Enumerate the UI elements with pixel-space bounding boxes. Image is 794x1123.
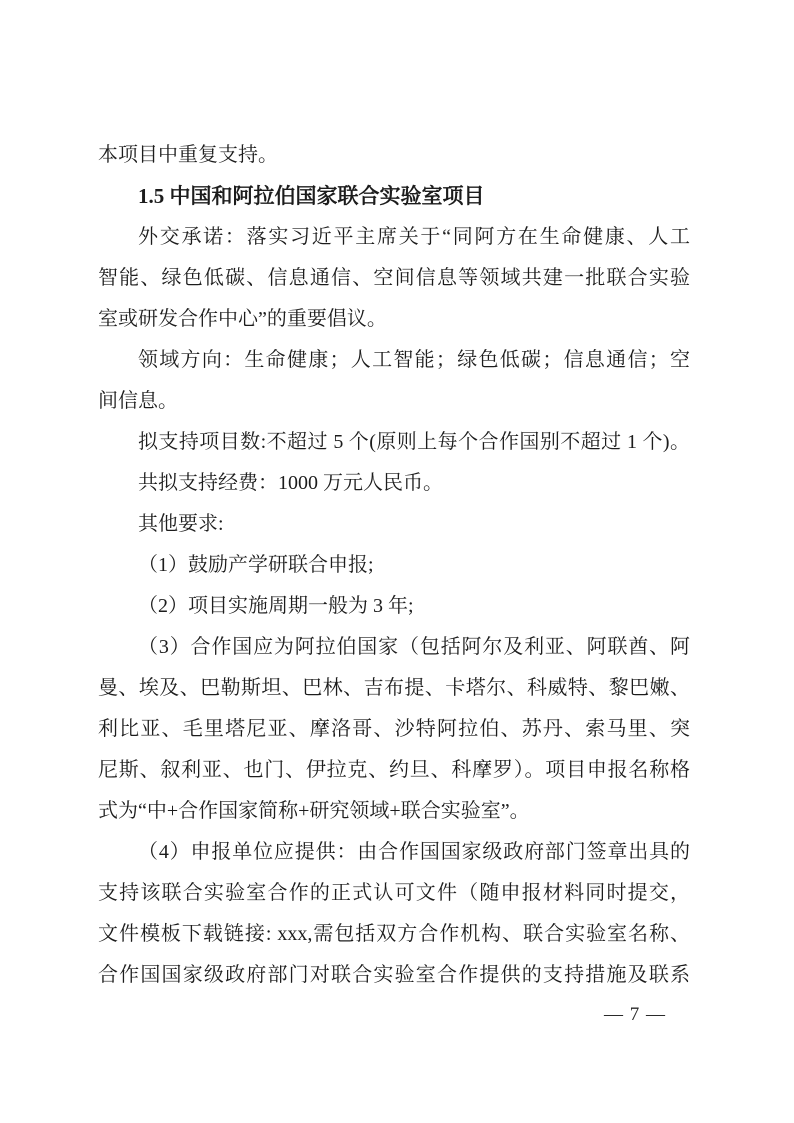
section-heading: 1.5 中国和阿拉伯国家联合实验室项目 [138, 184, 485, 208]
text-line: 间信息。 [98, 390, 178, 412]
text-line: 式为“中+合作国家简称+研究领域+联合实验室”。 [98, 800, 530, 822]
text-line: （1）鼓励产学研联合申报; [138, 554, 374, 576]
text-line: 领域方向：生命健康；人工智能；绿色低碳；信息通信；空 [138, 349, 690, 371]
text-line: 支持该联合实验室合作的正式认可文件（随申报材料同时提交， [98, 882, 690, 904]
text-line: 共拟支持经费：1000 万元人民币。 [138, 472, 443, 494]
text-line: 智能、绿色低碳、信息通信、空间信息等领域共建一批联合实验 [98, 267, 690, 289]
document-body [98, 135, 690, 996]
text-line: 合作国国家级政府部门对联合实验室合作提供的支持措施及联系 [98, 964, 690, 986]
text-line: 曼、埃及、巴勒斯坦、巴林、吉布提、卡塔尔、科威特、黎巴嫩、 [98, 677, 690, 699]
page-number: — 7 — [604, 1004, 666, 1025]
text-line: 文件模板下载链接: xxx,需包括双方合作机构、联合实验室名称、 [98, 923, 690, 945]
text-line: 室或研发合作中心”的重要倡议。 [98, 308, 387, 330]
text-line: （3）合作国应为阿拉伯国家（包括阿尔及利亚、阿联酋、阿 [138, 636, 690, 658]
text-line: 本项目中重复支持。 [98, 144, 278, 166]
text-line: 其他要求: [138, 513, 224, 535]
text-line: 尼斯、叙利亚、也门、伊拉克、约旦、科摩罗）。项目申报名称格 [98, 759, 690, 781]
text-line: （2）项目实施周期一般为 3 年; [138, 595, 414, 617]
text-line: （4）申报单位应提供：由合作国国家级政府部门签章出具的 [138, 841, 690, 863]
text-line: 利比亚、毛里塔尼亚、摩洛哥、沙特阿拉伯、苏丹、索马里、突 [98, 718, 690, 740]
text-line: 外交承诺：落实习近平主席关于“同阿方在生命健康、人工 [138, 226, 690, 248]
text-line: 拟支持项目数:不超过 5 个(原则上每个合作国别不超过 1 个)。 [138, 431, 690, 453]
